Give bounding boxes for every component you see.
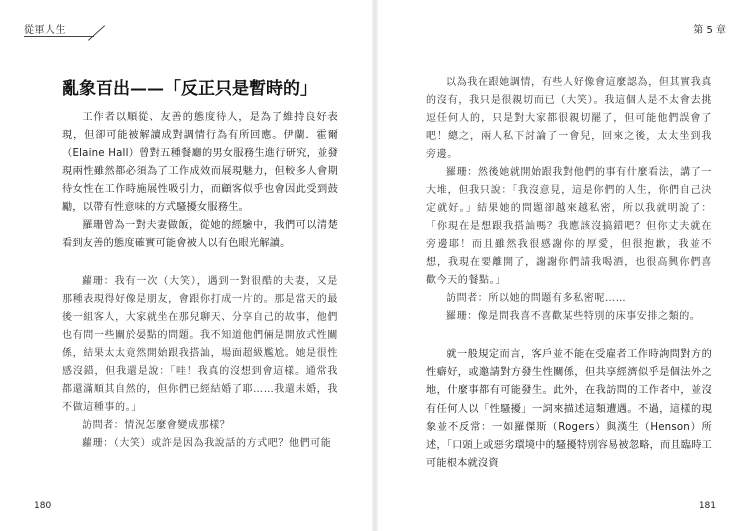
page-number-left: 180 bbox=[34, 501, 52, 511]
running-header-chapter: 第 5 章 bbox=[693, 25, 726, 36]
section-title: 亂象百出——「反正只是暫時的」 bbox=[62, 79, 317, 99]
interview-line: 訪問者：情況怎麼會變成那樣？ bbox=[82, 420, 231, 431]
interview-line: 羅珊：然後她就開始跟我對他們的事有什麼看法，講了一大堆，但我只說：「我沒意見，這是你們的人生，你們自己決定就好。」結果她的問題卻越來越私密，所以我就明說了：「你現在是想跟我搭訕嗎？我應該沒搞錯吧？但你丈夫就在旁邊耶！而且雖然我很感謝你的厚愛，但很抱歉，我並不想，我現在要離開了，謝謝你們請我喝酒，也很高興你們喜歡今天的餐點。」 bbox=[426, 167, 712, 286]
interview-line: 蘿珊：（大笑）或許是因為我說話的方式吧？他們可能 bbox=[82, 438, 332, 449]
interview-quote-block bbox=[62, 273, 338, 453]
body-paragraph: 就一般規定而言，客戶並不能在受雇者工作時詢問對方的性癖好，或邀請對方發生性關係，但共享經濟似乎是個法外之地，什麼事都有可能發生。此外，在我訪問的工作者中，並沒有任何人以「性騷擾」一詞來描述這類遭遇。不過，這樣的現象並不反常：一如羅傑斯（Rogers）與漢生（Henson）所述，「口頭上或惡劣環境中的騷擾特別容易被忽略，而且臨時工可能根本就沒資 bbox=[426, 349, 712, 470]
header-slash bbox=[88, 25, 105, 40]
interview-quote-block bbox=[426, 74, 712, 326]
right-page-content bbox=[426, 74, 712, 473]
interview-line: 訪問者：所以她的問題有多私密呢…… bbox=[446, 293, 627, 304]
interview-line: 以為我在跟她調情，有些人好像會這麼認為，但其實我真的沒有，我只是很親切而已（大笑）。我這個人是不太會去挑逗任何人的，只是對大家都很親切罷了，但可能他們誤會了吧！總之，兩人私下討論了一會兒，回來之後，太太坐到我旁邊。 bbox=[426, 77, 712, 160]
left-page-content bbox=[62, 74, 338, 453]
body-paragraph: 工作者以順從、友善的態度待人，是為了維持良好表現，但卻可能被解讀成對調情行為有所回應。伊蘭．霍爾（Elaine Hall）曾對五種餐廳的男女服務生進行研究，並發現兩性雖然都必須為了工作成效而展現魅力，但較多人會期待女性在工作時施展性吸引力，而顧客似乎也會因此受到鼓勵，以帶有性意味的方式騷擾女服務生。 bbox=[62, 112, 338, 213]
interview-line: 羅珊：像是問我喜不喜歡某些特別的床事安排之類的。 bbox=[446, 311, 701, 322]
interview-line: 蘿珊：我有一次（大笑），遇到一對很酷的夫妻，又是那種表現得好像是朋友，會跟你打成一片的。那是當天的最後一組客人，大家就坐在那兒聊天、分享自己的故事，他們也有問一些關於晏點的問題。我不知道他們倆是開放式性關係，結果太太竟然開始跟我搭訕，場面超級尷尬。她是很性感沒錯，但我還是說：「哇！我真的沒想到會這樣。通常我都還滿順其自然的，但你們已經結婚了耶……我還未婚，我不做這種事的。」 bbox=[62, 276, 338, 413]
header-rule bbox=[24, 36, 94, 37]
body-paragraph: 羅珊曾為一對夫妻做飯，從她的經驗中，我們可以清楚看到友善的態度確實可能會被人以有色眼光解讀。 bbox=[62, 220, 338, 249]
running-header-book-title: 從軍人生 bbox=[24, 25, 66, 36]
book-gutter bbox=[372, 0, 378, 531]
page-number-right: 181 bbox=[698, 501, 716, 511]
